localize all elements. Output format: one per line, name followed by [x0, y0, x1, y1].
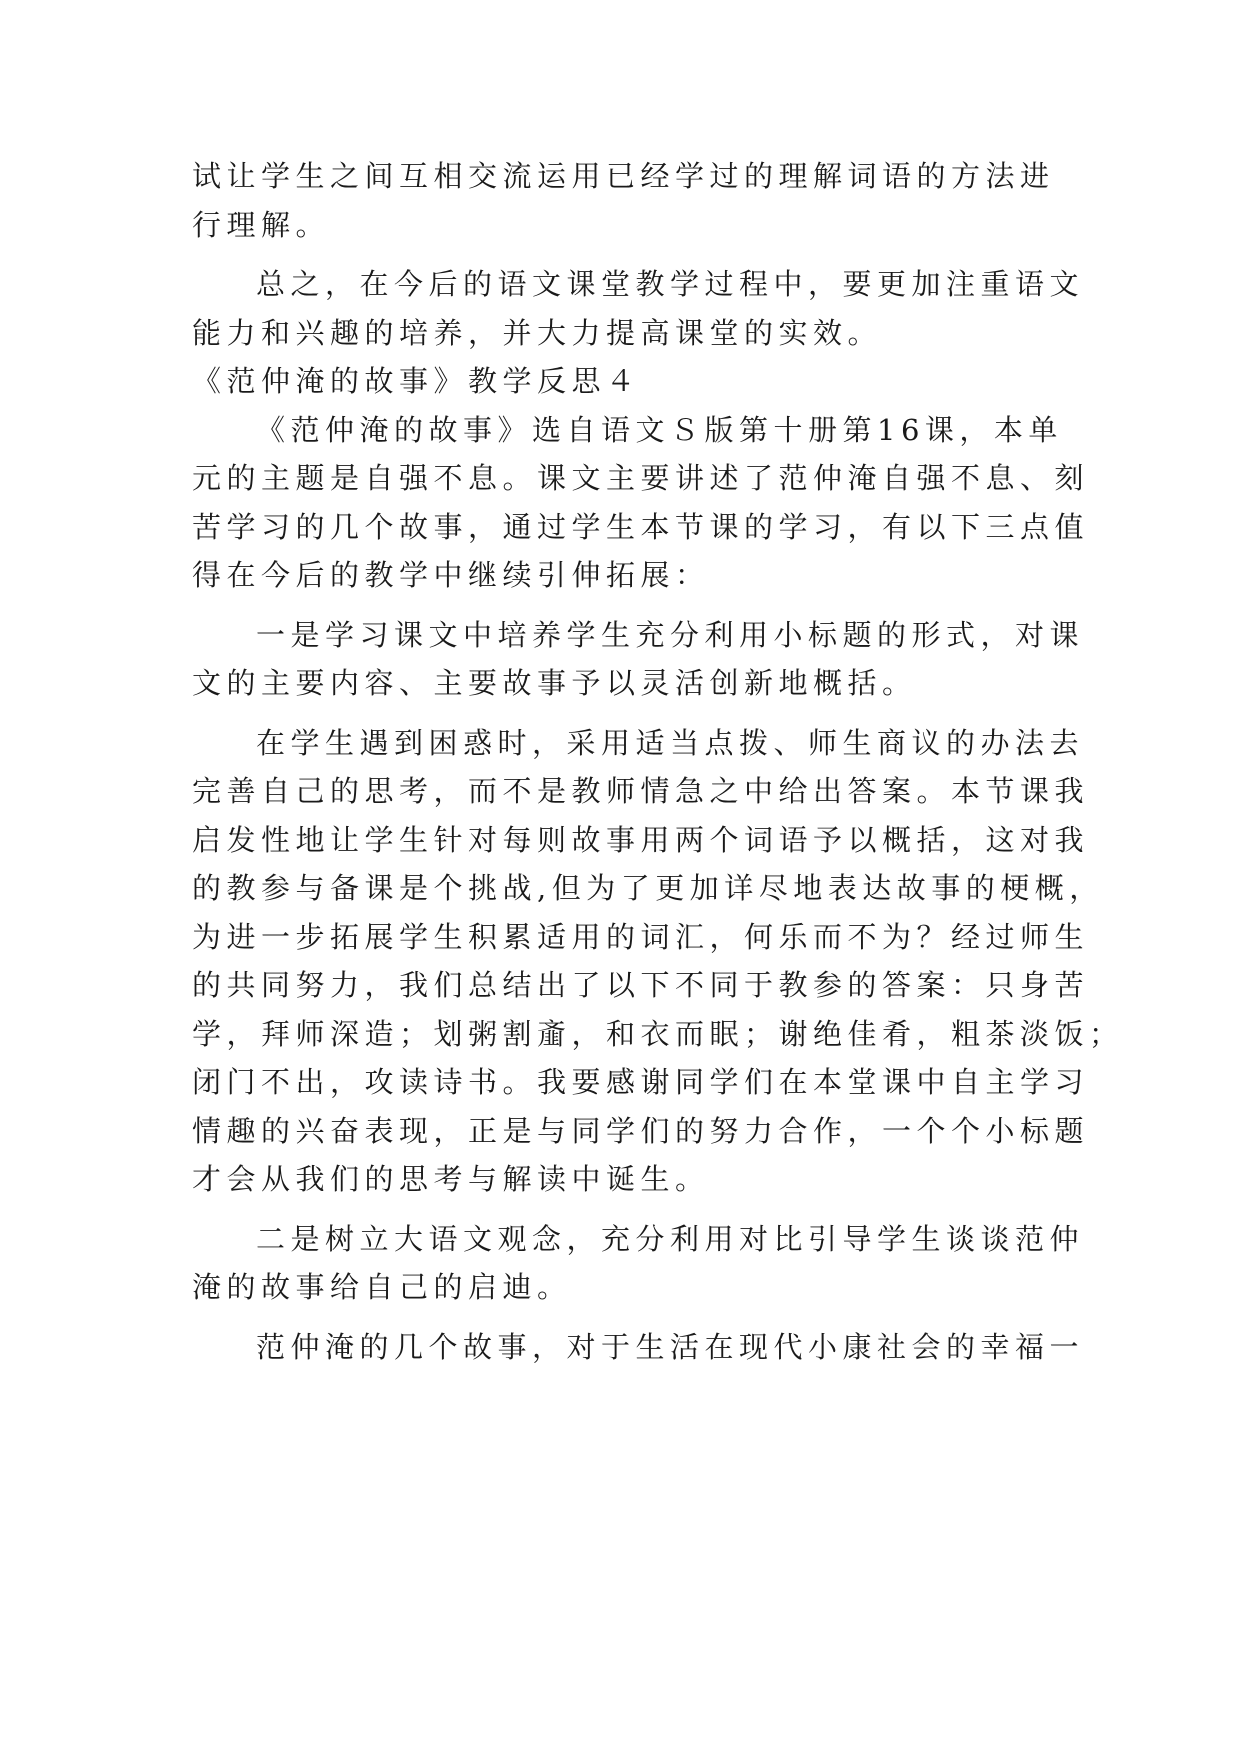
text-line: 能力和兴趣的培养，并大力提高课堂的实效。 [192, 315, 883, 350]
text-line: 完善自己的思考，而不是教师情急之中给出答案。本节课我 [192, 774, 1090, 808]
section-heading: 《范仲淹的故事》教学反思４ [192, 364, 641, 398]
text-line: 才会从我们的思考与解读中诞生。 [192, 1162, 710, 1196]
text-line: 得在今后的教学中继续引伸拓展： [192, 558, 710, 592]
text-line: 的教参与备课是个挑战,但为了更加详尽地表达故事的梗概， [192, 871, 1104, 905]
document-body [192, 152, 1124, 1371]
paragraph-first-line: 在学生遇到困惑时，采用适当点拨、师生商议的办法去 [256, 725, 1085, 760]
paragraph-first-line: 二是树立大语文观念，充分利用对比引导学生谈谈范仲 [256, 1221, 1085, 1256]
text-line: 情趣的兴奋表现，正是与同学们的努力合作，一个个小标题 [192, 1113, 1090, 1148]
text-line: 学，拜师深造；划粥割齑，和衣而眠；谢绝佳肴，粗茶淡饭； [192, 1016, 1124, 1051]
text-line: 文的主要内容、主要故事予以灵活创新地概括。 [192, 666, 917, 700]
text-line: 元的主题是自强不息。课文主要讲述了范仲淹自强不息、刻 [192, 461, 1090, 495]
text-line: 试让学生之间互相交流运用已经学过的理解词语的方法进 [192, 159, 1055, 193]
text-line: 的共同努力，我们总结出了以下不同于教参的答案：只身苦 [192, 968, 1090, 1002]
text-line: 淹的故事给自己的启迪。 [192, 1270, 572, 1304]
paragraph-first-line: 总之，在今后的语文课堂教学过程中，要更加注重语文 [256, 267, 1085, 301]
paragraph-first-line: 一是学习课文中培养学生充分利用小标题的形式，对课 [256, 617, 1085, 652]
text-line: 行理解。 [192, 207, 331, 242]
paragraph-first-line: 《范仲淹的故事》选自语文Ｓ版第十册第16课，本单 [256, 412, 1063, 447]
text-line: 启发性地让学生针对每则故事用两个词语予以概括，这对我 [192, 822, 1090, 857]
text-line: 闭门不出，攻读诗书。我要感谢同学们在本堂课中自主学习 [192, 1065, 1090, 1099]
text-line: 为进一步拓展学生积累适用的词汇，何乐而不为？经过师生 [192, 919, 1090, 954]
paragraph-first-line: 范仲淹的几个故事，对于生活在现代小康社会的幸福一 [256, 1329, 1085, 1364]
text-line: 苦学习的几个故事，通过学生本节课的学习，有以下三点值 [192, 509, 1090, 544]
